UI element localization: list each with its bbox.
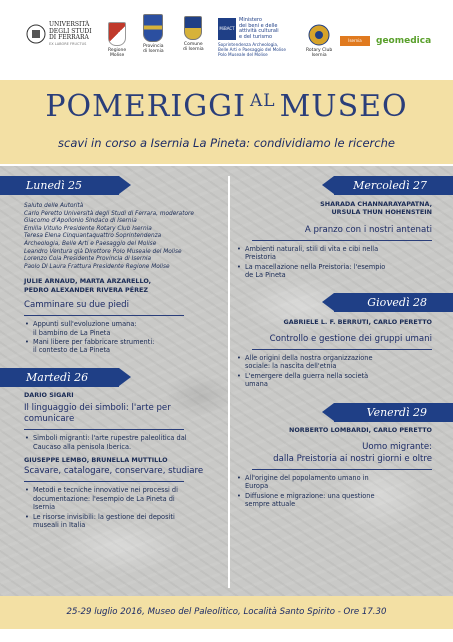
day-arrow-icon [322, 293, 334, 311]
day-wednesday [236, 176, 432, 195]
greeting-line: Emilia Vitullo Presidente Rotary Club Isernia [24, 225, 152, 232]
right-column [236, 176, 432, 509]
talk-title-friday: Uomo migrante: dalla Preistoria ai nostri giorni e oltre [273, 441, 432, 464]
speakers-monday: JULIE ARNAUD, MARTA ARZARELLO, PEDRO ALEXANDER RIVERA PÉREZ [24, 277, 152, 294]
topic-item: • Diffusione e migrazione: una questione sempre attuale [236, 492, 432, 509]
page-title [0, 90, 453, 128]
day-arrow-icon [322, 176, 334, 194]
university-motto: EX LABORE FRUCTUS [49, 41, 87, 46]
topic-item: • Metodi e tecniche innovative nei processi di documentazione: l'esempio de La Pineta di Isernia [24, 486, 222, 511]
talk-title-wednesday: A pranzo con i nostri antenati [304, 224, 432, 235]
separator-line [252, 349, 432, 350]
day-label-friday [334, 403, 453, 422]
topics-thursday [236, 354, 432, 389]
greeting-line: Saluto delle Autorità [24, 203, 84, 209]
column-divider [228, 176, 230, 588]
title-part-2: MUSEO [279, 89, 408, 124]
separator-line [252, 469, 432, 470]
mibact-mark-icon: MiBACT [218, 18, 236, 40]
day-monday [24, 176, 222, 195]
day-arrow-icon [119, 368, 131, 386]
greeting-line: Paolo Di Laura Frattura Presidente Regione Molise [24, 263, 170, 270]
greeting-line: Leandro Ventura già Direttore Polo Museale del Molise [24, 248, 182, 255]
title-part-1: POMERIGGI [45, 89, 246, 124]
mibact-logo [218, 18, 286, 57]
separator-line [24, 429, 184, 430]
topic-item: • Simboli migranti: l'arte rupestre paleolitica dal Caucaso alla penisola Iberica. [24, 434, 222, 451]
topic-item: • Le risorse invisibili: la gestione dei depositi museali in Italia [24, 513, 222, 530]
day-label-thursday-text: Giovedì 28 [367, 296, 427, 310]
day-label-tuesday [0, 368, 119, 387]
greeting-line: Giacomo d'Apollonio Sindaco di Isernia [24, 218, 137, 225]
comune-caption: Comune di Isernia [183, 42, 204, 52]
speakers-tuesday-1: DARIO SIGARI [24, 390, 74, 399]
speakers-thursday: GABRIELE L. F. BERRUTI, CARLO PERETTO [283, 318, 432, 327]
university-name: UNIVERSITÀ DEGLI STUDI DI FERRARA [49, 21, 92, 42]
talk-title-thursday: Controllo e gestione dei gruppi umani [269, 333, 432, 344]
day-label-wednesday [334, 176, 453, 195]
isernia-brand-logo [340, 36, 370, 46]
provincia-caption: Provincia di Isernia [143, 44, 164, 54]
isernia-brand-mark: Isernia [340, 36, 370, 46]
university-seal-icon [26, 22, 46, 46]
day-arrow-icon [119, 176, 131, 194]
day-friday [236, 403, 432, 422]
topic-item: • Alle origini della nostra organizzazione sociale: la nascita dell'etnia [236, 354, 432, 371]
day-thursday [236, 293, 432, 312]
separator-line [252, 240, 432, 241]
topics-wednesday [236, 245, 432, 280]
topics-friday [236, 474, 432, 509]
separator-line [24, 481, 184, 482]
provincia-shield-icon [143, 14, 163, 42]
day-label-wednesday-text: Mercoledì 27 [353, 179, 427, 192]
topic-item: • Ambienti naturali, stili di vita e cibi nella Preistoria [236, 245, 432, 262]
day-label-friday-text: Venerdì 29 [366, 406, 427, 420]
left-column [24, 176, 222, 529]
day-arrow-icon [322, 403, 334, 421]
page-subtitle: scavi in corso a Isernia La Pineta: condividiamo le ricerche [58, 136, 395, 150]
greetings-list [24, 203, 222, 271]
provincia-isernia-logo [143, 14, 164, 54]
rotary-logo [306, 24, 332, 58]
topics-tuesday-2 [24, 486, 222, 529]
speakers-wednesday: SHARADA CHANNARAYAPATNA, URSULA THUN HOHENSTEIN [320, 200, 432, 217]
topic-item: • L'emergere della guerra nella società umana [236, 372, 432, 389]
rotary-wheel-icon [308, 24, 330, 46]
talk-title-tuesday-2: Scavare, catalogare, conservare, studiare [24, 466, 204, 477]
speakers-tuesday-2: GIUSEPPE LEMBO, BRUNELLA MUTTILLO [24, 456, 168, 464]
bottom-strip [0, 629, 453, 642]
day-label-tuesday-text: Martedì 26 [26, 370, 89, 384]
day-label-thursday [334, 293, 453, 312]
regione-caption: Regione Molise [108, 48, 127, 58]
topics-monday [24, 320, 222, 355]
mibact-sub: Soprintendenza Archeologia, Belle Arti e Paesaggio del Molise Polo Museale del Molise [218, 42, 286, 57]
comune-isernia-logo [183, 16, 204, 52]
regione-molise-logo [108, 22, 126, 58]
geomedica-logo [376, 36, 431, 46]
geomedica-wordmark: geomedica [376, 36, 432, 46]
university-logo [26, 22, 92, 46]
topic-item: • La macellazione nella Preistoria: l'esempio de La Pineta [236, 263, 432, 280]
greeting-line: Carlo Peretto Università degli Studi di Ferrara, moderatore [24, 210, 195, 217]
topic-item: • Appunti sull'evoluzione umana: il bambino de La Pineta [24, 320, 222, 337]
sponsor-logo-strip [0, 0, 453, 80]
talk-title-monday: Camminare su due piedi [24, 300, 130, 311]
rotary-caption: Rotary Club Isernia [306, 48, 333, 58]
greeting-line: Teresa Elena Cinquantaquattro Soprintendenza [24, 233, 162, 240]
greeting-line: Lorenzo Coia Presidente Provincia di Isernia [24, 256, 152, 263]
event-date-location: 25-29 luglio 2016, Museo del Paleolitico, Località Santo Spirito - Ore 17.30 [66, 607, 387, 617]
regione-shield-icon [108, 22, 126, 46]
mibact-name: Ministero dei beni e delle attività culturali e del turismo [239, 17, 279, 40]
topic-item: • All'origine del popolamento umano in Europa [236, 474, 432, 491]
speakers-friday: NORBERTO LOMBARDI, CARLO PERETTO [289, 426, 432, 435]
topics-tuesday-1 [24, 434, 222, 451]
day-label-monday [0, 176, 119, 195]
day-label-monday-text: Lunedì 25 [26, 179, 83, 192]
talk-title-tuesday-1: Il linguaggio dei simboli: l'arte per comunicare [24, 403, 171, 425]
title-part-al: AL [250, 91, 276, 111]
day-tuesday [24, 368, 222, 387]
greeting-line: Archeologia, Belle Arti e Paesaggio del Molise [24, 240, 157, 247]
comune-shield-icon [184, 16, 202, 40]
topic-item: • Mani libere per fabbricare strumenti: il contesto de La Pineta [24, 338, 222, 355]
separator-line [24, 315, 184, 316]
